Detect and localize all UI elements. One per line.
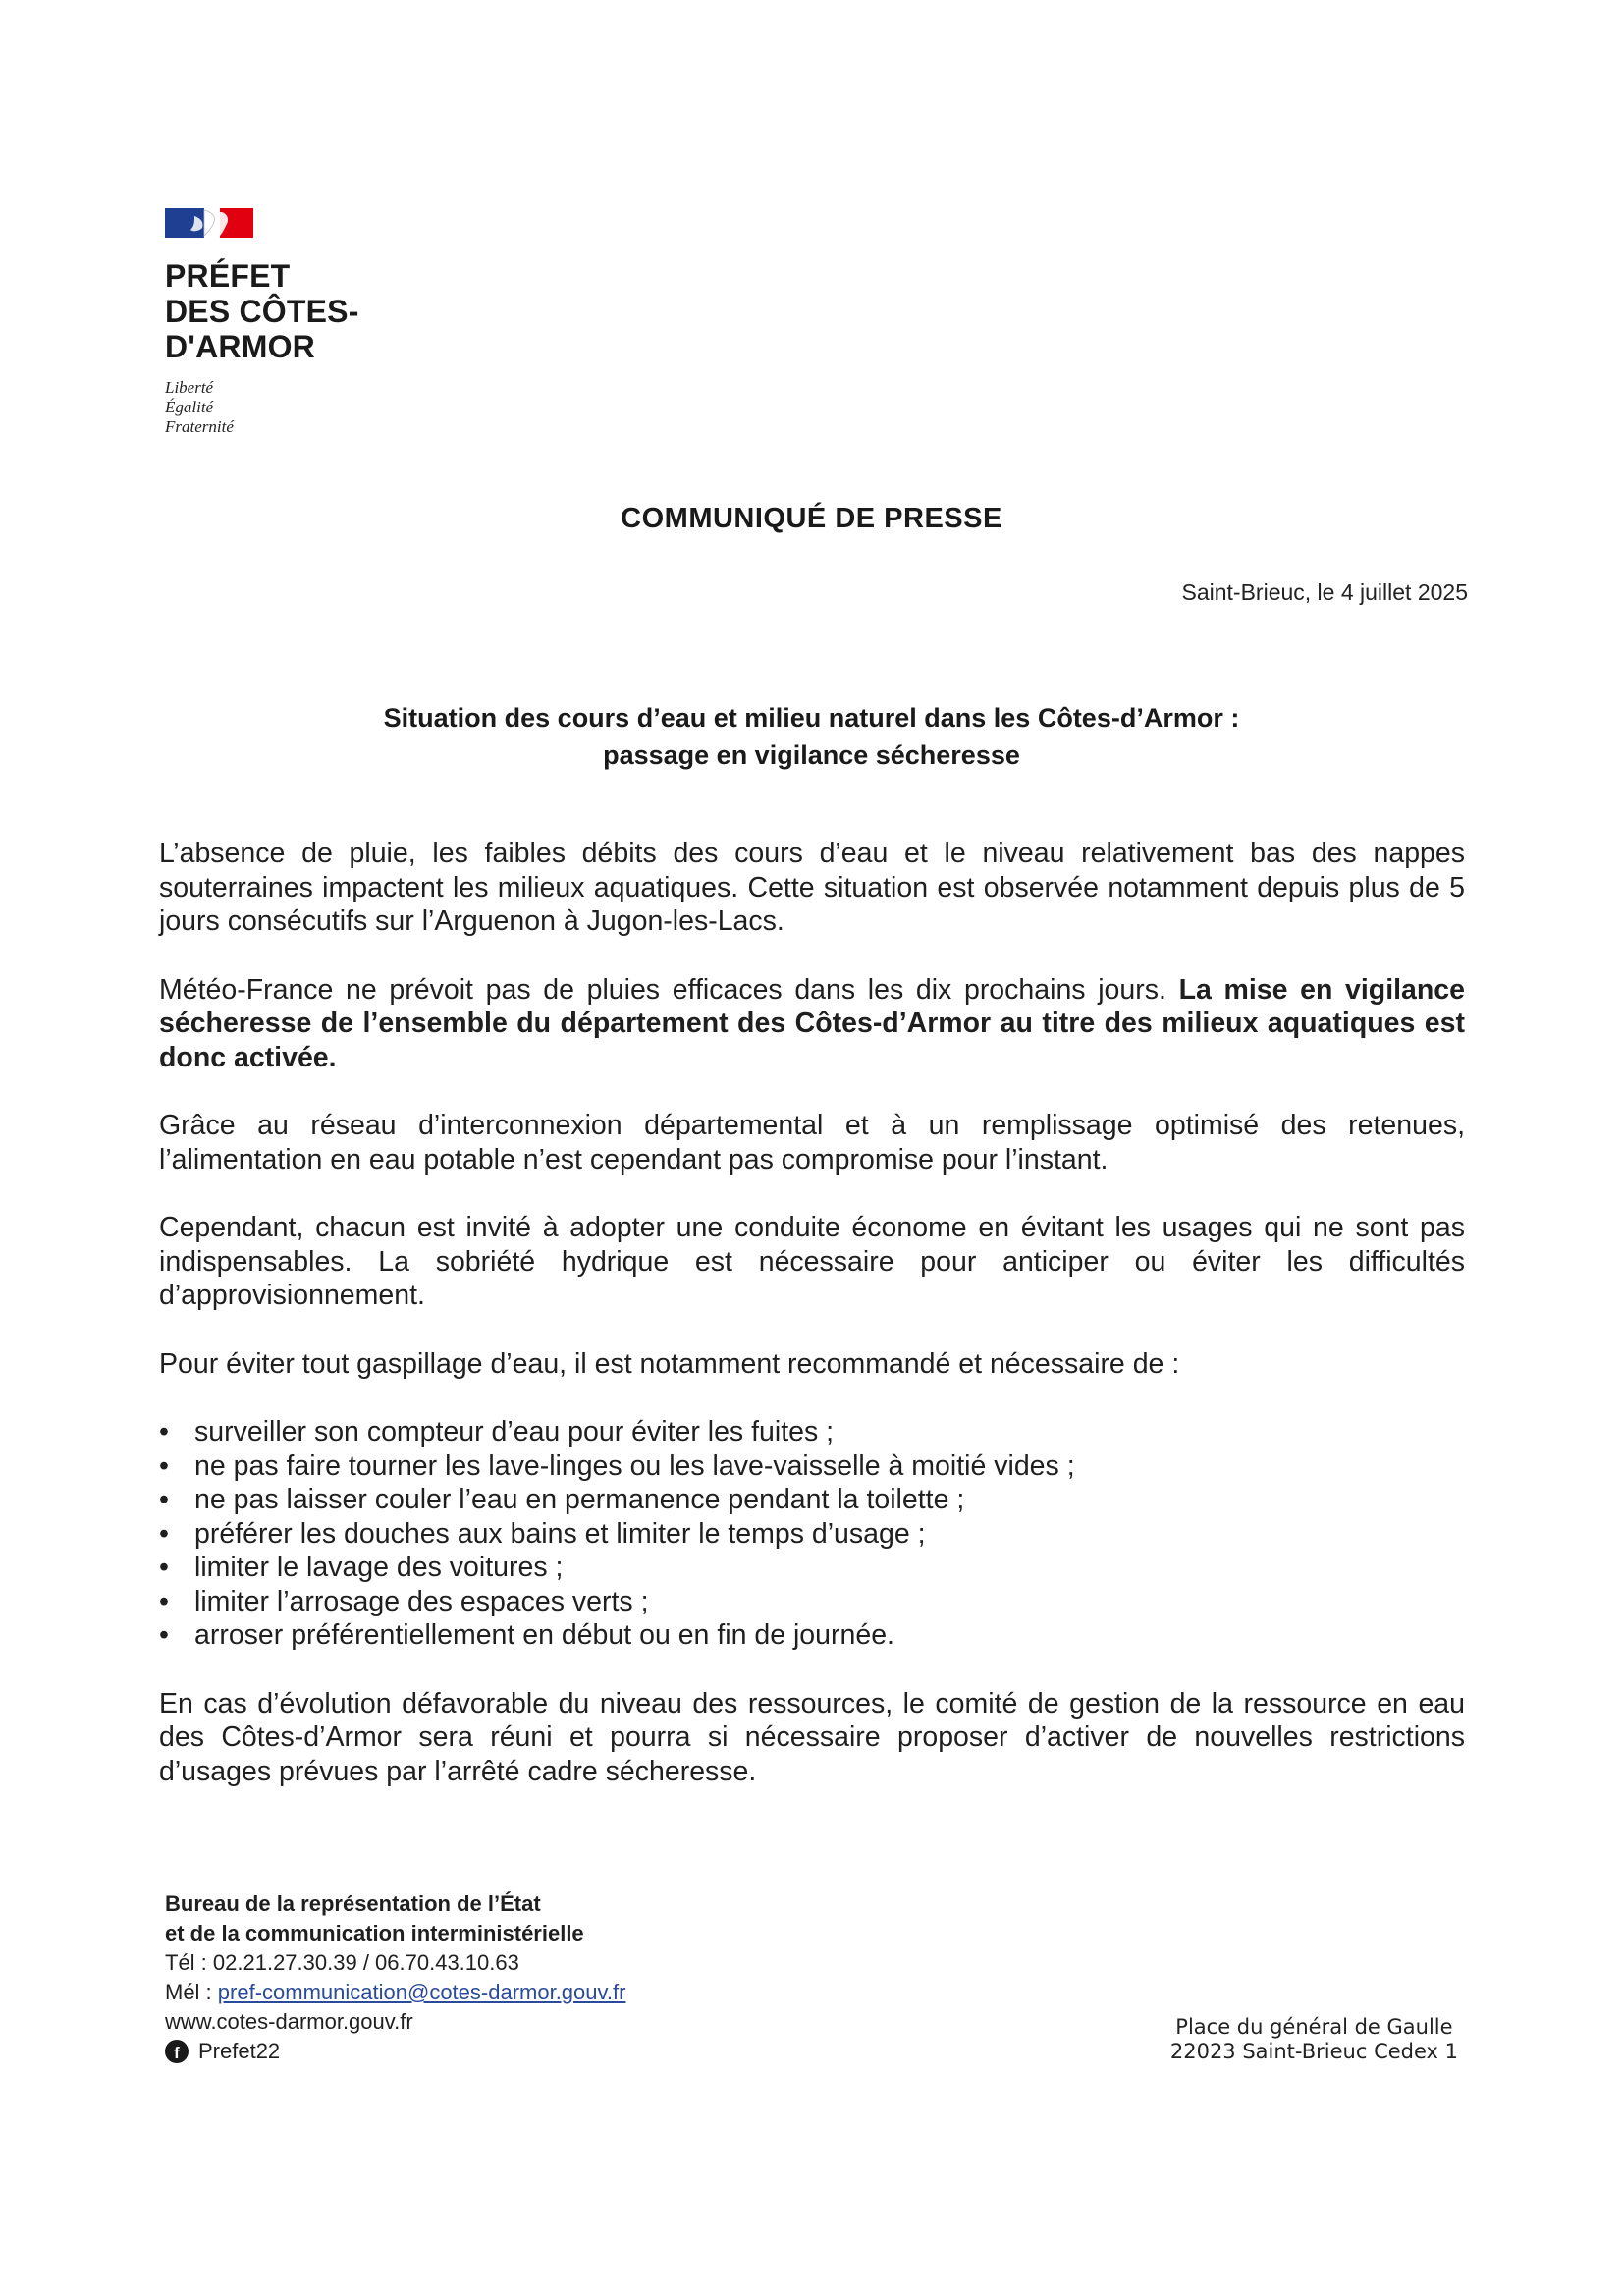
prefet-title-line: PRÉFET	[165, 258, 291, 294]
list-item-text: surveiller son compteur d’eau pour éviter les fuites ;	[194, 1416, 835, 1448]
marianne-logo-icon	[165, 206, 253, 240]
facebook-handle: Prefet22	[198, 2039, 281, 2063]
body-paragraph: Grâce au réseau d’interconnexion départemental et à un remplissage optimisé des retenues, l’alimentation en eau potable n’est cependant pas compromise pour l’instant.	[159, 1110, 1465, 1175]
office-name-line: et de la communication interministérielle	[165, 1921, 584, 1945]
prefet-title-line: D'ARMOR	[165, 329, 315, 364]
motto-line: Liberté	[165, 378, 214, 397]
contact-block	[165, 1889, 625, 2066]
body-paragraph: Pour éviter tout gaspillage d’eau, il est notamment recommandé et nécessaire de :	[159, 1347, 1180, 1380]
list-item	[159, 1483, 1465, 1517]
list-item-text: limiter l’arrosage des espaces verts ;	[194, 1585, 649, 1617]
address-line: 22023 Saint-Brieuc Cedex 1	[1169, 2040, 1458, 2063]
bullet-icon: •	[159, 1517, 169, 1550]
phone-numbers: 02.21.27.30.39 / 06.70.43.10.63	[212, 1950, 519, 1975]
body-paragraph	[159, 973, 1465, 1075]
phone-label: Tél :	[165, 1950, 213, 1975]
press-release-headline	[0, 699, 1623, 774]
document-type-heading: COMMUNIQUÉ DE PRESSE	[621, 503, 1002, 534]
email-line	[165, 1978, 625, 2007]
motto-line: Fraternité	[165, 417, 234, 436]
body-paragraph: Cependant, chacun est invité à adopter une conduite économe en évitant les usages qui ne sont pas indispensables. La sobriété hydrique est nécessaire pour anticiper ou éviter les difficultés d’approvisionnement.	[159, 1212, 1465, 1311]
website-text: www.cotes-darmor.gouv.fr	[165, 2009, 413, 2034]
list-item	[159, 1618, 1465, 1653]
postal-address	[1170, 2015, 1458, 2064]
prefet-title-line: DES CÔTES-	[165, 294, 359, 329]
bullet-icon: •	[159, 1552, 169, 1583]
list-item	[159, 1517, 1465, 1552]
email-label: Mél :	[165, 1980, 218, 2004]
recommendations-list	[159, 1415, 1465, 1653]
phone-line	[165, 1948, 625, 1978]
office-name-line: Bureau de la représentation de l’État	[165, 1891, 541, 1916]
bullet-icon: •	[159, 1416, 169, 1448]
headline-line: Situation des cours d’eau et milieu naturel dans les Côtes-d’Armor :	[383, 703, 1240, 733]
dateline: Saint-Brieuc, le 4 juillet 2025	[1181, 579, 1468, 605]
motto-line: Égalité	[165, 398, 214, 416]
body-paragraph: L’absence de pluie, les faibles débits des cours d’eau et le niveau relativement bas des nappes souterraines impactent les milieux aquatiques. Cette situation est observée notamment depuis plus de 5 jours consécutifs sur l’Arguenon à Jugon-les-Lacs.	[159, 838, 1465, 937]
list-item-text: ne pas laisser couler l’eau en permanence pendant la toilette ;	[194, 1484, 965, 1515]
list-item	[159, 1585, 1465, 1619]
address-line: Place du général de Gaulle	[1175, 2015, 1453, 2039]
bullet-icon: •	[159, 1449, 169, 1482]
body-text-emphasis: La mise en vigilance sécheresse de l’ensemble du département des Côtes-d’Armor au titre des milieux aquatiques est donc activée.	[159, 973, 1465, 1073]
list-item	[159, 1449, 1465, 1484]
prefet-title	[165, 258, 420, 364]
list-item-text: limiter le lavage des voitures ;	[194, 1552, 564, 1583]
list-item	[159, 1551, 1465, 1585]
press-release-body	[159, 837, 1465, 1823]
prefecture-logo-block	[165, 206, 420, 437]
bullet-icon: •	[159, 1484, 169, 1515]
republic-motto	[165, 378, 420, 437]
body-text-normal: Météo-France ne prévoit pas de pluies efficaces dans les dix prochains jours.	[159, 973, 1179, 1006]
list-item-text: préférer les douches aux bains et limiter le temps d’usage ;	[194, 1517, 926, 1550]
list-item	[159, 1415, 1465, 1449]
list-item-text: ne pas faire tourner les lave-linges ou les lave-vaisselle à moitié vides ;	[194, 1449, 1075, 1482]
facebook-icon: f	[165, 2040, 189, 2063]
email-link[interactable]: pref-communication@cotes-darmor.gouv.fr	[217, 1980, 626, 2004]
bullet-icon: •	[159, 1585, 169, 1617]
headline-line: passage en vigilance sécheresse	[603, 740, 1020, 770]
list-item-text: arroser préférentiellement en début ou en fin de journée.	[194, 1619, 894, 1651]
bullet-icon: •	[159, 1619, 169, 1651]
body-paragraph: En cas d’évolution défavorable du niveau des ressources, le comité de gestion de la ressource en eau des Côtes-d’Armor sera réuni et pourra si nécessaire proposer d’activer de nouvelles restrictions d’usages prévues par l’arrêté cadre sécheresse.	[159, 1687, 1465, 1787]
facebook-line	[165, 2037, 625, 2066]
